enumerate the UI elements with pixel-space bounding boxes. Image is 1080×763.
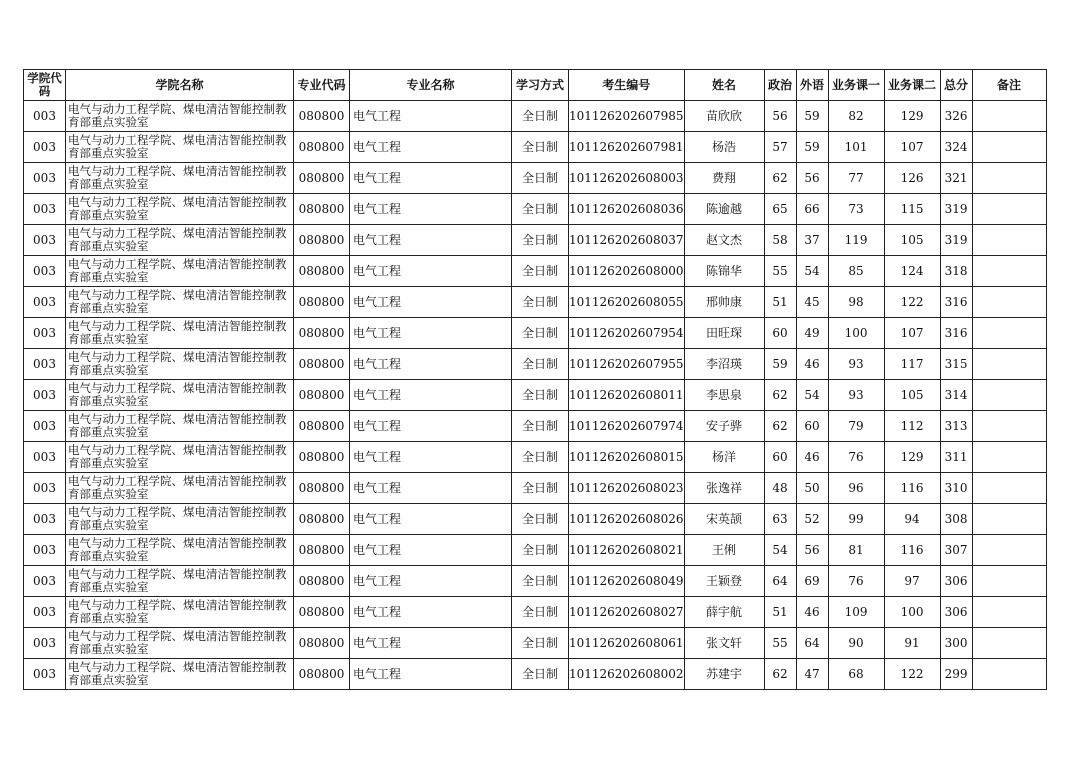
cell-course2: 124 [884,256,940,287]
table-row [24,225,1047,256]
cell-foreign-lang: 45 [796,287,828,318]
cell-name: 杨洋 [684,442,764,473]
table-row [24,349,1047,380]
cell-course1: 76 [828,566,884,597]
cell-candidate-id: 101126202608002 [569,659,685,690]
cell-remarks [972,380,1046,411]
cell-remarks [972,318,1046,349]
cell-candidate-id: 101126202608011 [569,380,685,411]
cell-college-code: 003 [24,256,66,287]
cell-course1: 73 [828,194,884,225]
cell-study-mode: 全日制 [512,411,569,442]
cell-politics: 56 [764,101,796,132]
header-foreign-lang: 外语 [796,70,828,101]
cell-total: 318 [940,256,972,287]
cell-study-mode: 全日制 [512,659,569,690]
cell-course1: 90 [828,628,884,659]
cell-remarks [972,442,1046,473]
cell-candidate-id: 101126202607974 [569,411,685,442]
cell-name: 费翔 [684,163,764,194]
cell-total: 306 [940,597,972,628]
cell-college-name: 电气与动力工程学院、煤电清洁智能控制教育部重点实验室 [66,349,294,380]
cell-study-mode: 全日制 [512,566,569,597]
cell-foreign-lang: 60 [796,411,828,442]
cell-politics: 58 [764,225,796,256]
cell-study-mode: 全日制 [512,628,569,659]
cell-remarks [972,597,1046,628]
cell-remarks [972,349,1046,380]
cell-college-name: 电气与动力工程学院、煤电清洁智能控制教育部重点实验室 [66,225,294,256]
cell-politics: 62 [764,411,796,442]
cell-course2: 129 [884,442,940,473]
cell-study-mode: 全日制 [512,442,569,473]
table-row [24,659,1047,690]
cell-college-code: 003 [24,163,66,194]
cell-name: 田旺琛 [684,318,764,349]
cell-major-code: 080800 [294,597,350,628]
cell-college-name: 电气与动力工程学院、煤电清洁智能控制教育部重点实验室 [66,194,294,225]
cell-major-code: 080800 [294,101,350,132]
cell-course2: 116 [884,535,940,566]
cell-college-code: 003 [24,659,66,690]
cell-total: 319 [940,225,972,256]
table-row [24,566,1047,597]
table-row [24,287,1047,318]
cell-course1: 68 [828,659,884,690]
header-candidate-id: 考生编号 [569,70,685,101]
cell-candidate-id: 101126202608026 [569,504,685,535]
cell-course2: 100 [884,597,940,628]
cell-total: 326 [940,101,972,132]
cell-course2: 91 [884,628,940,659]
cell-major-code: 080800 [294,473,350,504]
cell-college-code: 003 [24,597,66,628]
cell-foreign-lang: 54 [796,380,828,411]
cell-college-name: 电气与动力工程学院、煤电清洁智能控制教育部重点实验室 [66,628,294,659]
cell-name: 杨浩 [684,132,764,163]
cell-politics: 63 [764,504,796,535]
cell-major-name: 电气工程 [350,225,512,256]
cell-college-code: 003 [24,380,66,411]
cell-study-mode: 全日制 [512,287,569,318]
cell-course2: 126 [884,163,940,194]
cell-course1: 119 [828,225,884,256]
header-politics: 政治 [764,70,796,101]
cell-politics: 51 [764,597,796,628]
cell-total: 306 [940,566,972,597]
cell-remarks [972,628,1046,659]
table-row [24,442,1047,473]
cell-candidate-id: 101126202608000 [569,256,685,287]
cell-course2: 105 [884,380,940,411]
cell-foreign-lang: 46 [796,442,828,473]
table-row [24,380,1047,411]
cell-college-code: 003 [24,442,66,473]
cell-remarks [972,535,1046,566]
cell-name: 张文轩 [684,628,764,659]
cell-foreign-lang: 64 [796,628,828,659]
cell-college-name: 电气与动力工程学院、煤电清洁智能控制教育部重点实验室 [66,287,294,318]
cell-remarks [972,566,1046,597]
table-row [24,504,1047,535]
cell-course1: 109 [828,597,884,628]
cell-course1: 93 [828,349,884,380]
cell-college-name: 电气与动力工程学院、煤电清洁智能控制教育部重点实验室 [66,256,294,287]
cell-course2: 116 [884,473,940,504]
cell-foreign-lang: 54 [796,256,828,287]
table-row [24,473,1047,504]
table-row [24,535,1047,566]
cell-college-name: 电气与动力工程学院、煤电清洁智能控制教育部重点实验室 [66,163,294,194]
cell-college-name: 电气与动力工程学院、煤电清洁智能控制教育部重点实验室 [66,566,294,597]
cell-college-name: 电气与动力工程学院、煤电清洁智能控制教育部重点实验室 [66,442,294,473]
header-major-code: 专业代码 [294,70,350,101]
cell-course2: 107 [884,318,940,349]
cell-major-name: 电气工程 [350,163,512,194]
table-row [24,194,1047,225]
cell-total: 316 [940,287,972,318]
cell-name: 薛宇航 [684,597,764,628]
cell-major-name: 电气工程 [350,659,512,690]
cell-politics: 62 [764,163,796,194]
cell-remarks [972,225,1046,256]
header-course1: 业务课一 [828,70,884,101]
cell-major-name: 电气工程 [350,535,512,566]
cell-course2: 94 [884,504,940,535]
cell-major-code: 080800 [294,163,350,194]
cell-politics: 54 [764,535,796,566]
table-row [24,318,1047,349]
cell-college-name: 电气与动力工程学院、煤电清洁智能控制教育部重点实验室 [66,659,294,690]
cell-candidate-id: 101126202608015 [569,442,685,473]
cell-politics: 60 [764,442,796,473]
cell-college-name: 电气与动力工程学院、煤电清洁智能控制教育部重点实验室 [66,101,294,132]
cell-candidate-id: 101126202607981 [569,132,685,163]
cell-foreign-lang: 49 [796,318,828,349]
cell-candidate-id: 101126202607985 [569,101,685,132]
cell-foreign-lang: 52 [796,504,828,535]
cell-candidate-id: 101126202608036 [569,194,685,225]
cell-college-name: 电气与动力工程学院、煤电清洁智能控制教育部重点实验室 [66,504,294,535]
cell-name: 王俐 [684,535,764,566]
header-course2: 业务课二 [884,70,940,101]
cell-major-name: 电气工程 [350,287,512,318]
table-row [24,411,1047,442]
cell-major-code: 080800 [294,442,350,473]
cell-remarks [972,194,1046,225]
cell-study-mode: 全日制 [512,132,569,163]
cell-total: 300 [940,628,972,659]
cell-name: 李思泉 [684,380,764,411]
cell-politics: 62 [764,659,796,690]
table-row [24,628,1047,659]
cell-college-code: 003 [24,225,66,256]
cell-total: 314 [940,380,972,411]
cell-major-name: 电气工程 [350,101,512,132]
cell-college-code: 003 [24,132,66,163]
cell-politics: 62 [764,380,796,411]
cell-remarks [972,659,1046,690]
cell-study-mode: 全日制 [512,194,569,225]
cell-course2: 115 [884,194,940,225]
cell-study-mode: 全日制 [512,318,569,349]
header-study-mode: 学习方式 [512,70,569,101]
cell-major-name: 电气工程 [350,473,512,504]
table-row [24,597,1047,628]
cell-candidate-id: 101126202608055 [569,287,685,318]
cell-course1: 79 [828,411,884,442]
cell-remarks [972,132,1046,163]
cell-major-code: 080800 [294,256,350,287]
cell-college-code: 003 [24,318,66,349]
cell-major-name: 电气工程 [350,442,512,473]
cell-total: 324 [940,132,972,163]
cell-name: 陈锦华 [684,256,764,287]
cell-name: 王颖登 [684,566,764,597]
cell-college-code: 003 [24,194,66,225]
cell-major-code: 080800 [294,194,350,225]
cell-total: 316 [940,318,972,349]
cell-major-code: 080800 [294,504,350,535]
table-row [24,101,1047,132]
cell-major-code: 080800 [294,566,350,597]
cell-major-code: 080800 [294,318,350,349]
cell-candidate-id: 101126202607955 [569,349,685,380]
cell-study-mode: 全日制 [512,535,569,566]
header-college-code: 学院代码 [24,70,66,101]
cell-name: 安子骅 [684,411,764,442]
cell-course1: 82 [828,101,884,132]
cell-total: 313 [940,411,972,442]
cell-major-name: 电气工程 [350,132,512,163]
cell-total: 321 [940,163,972,194]
cell-politics: 65 [764,194,796,225]
cell-foreign-lang: 69 [796,566,828,597]
cell-study-mode: 全日制 [512,256,569,287]
table-row [24,132,1047,163]
cell-politics: 51 [764,287,796,318]
cell-remarks [972,411,1046,442]
cell-course2: 129 [884,101,940,132]
cell-foreign-lang: 47 [796,659,828,690]
cell-study-mode: 全日制 [512,101,569,132]
cell-college-code: 003 [24,504,66,535]
cell-candidate-id: 101126202608003 [569,163,685,194]
cell-name: 苏建宇 [684,659,764,690]
cell-major-code: 080800 [294,411,350,442]
cell-politics: 55 [764,256,796,287]
cell-college-code: 003 [24,473,66,504]
cell-course1: 96 [828,473,884,504]
cell-candidate-id: 101126202608037 [569,225,685,256]
cell-foreign-lang: 66 [796,194,828,225]
cell-course1: 81 [828,535,884,566]
header-remarks: 备注 [972,70,1046,101]
cell-college-name: 电气与动力工程学院、煤电清洁智能控制教育部重点实验室 [66,535,294,566]
cell-course2: 117 [884,349,940,380]
cell-foreign-lang: 59 [796,132,828,163]
cell-college-code: 003 [24,566,66,597]
cell-college-name: 电气与动力工程学院、煤电清洁智能控制教育部重点实验室 [66,318,294,349]
cell-remarks [972,504,1046,535]
table-body [24,101,1047,690]
cell-candidate-id: 101126202608023 [569,473,685,504]
cell-major-name: 电气工程 [350,566,512,597]
cell-study-mode: 全日制 [512,380,569,411]
cell-college-code: 003 [24,349,66,380]
cell-course1: 93 [828,380,884,411]
cell-candidate-id: 101126202608021 [569,535,685,566]
cell-major-code: 080800 [294,225,350,256]
cell-politics: 64 [764,566,796,597]
cell-remarks [972,101,1046,132]
cell-college-name: 电气与动力工程学院、煤电清洁智能控制教育部重点实验室 [66,597,294,628]
cell-politics: 60 [764,318,796,349]
cell-major-name: 电气工程 [350,380,512,411]
cell-total: 315 [940,349,972,380]
cell-course2: 97 [884,566,940,597]
cell-foreign-lang: 50 [796,473,828,504]
cell-college-code: 003 [24,628,66,659]
cell-major-code: 080800 [294,380,350,411]
cell-college-name: 电气与动力工程学院、煤电清洁智能控制教育部重点实验室 [66,411,294,442]
cell-politics: 48 [764,473,796,504]
cell-name: 苗欣欣 [684,101,764,132]
cell-remarks [972,287,1046,318]
cell-major-name: 电气工程 [350,504,512,535]
cell-candidate-id: 101126202608027 [569,597,685,628]
cell-college-name: 电气与动力工程学院、煤电清洁智能控制教育部重点实验室 [66,380,294,411]
header-total: 总分 [940,70,972,101]
cell-college-code: 003 [24,287,66,318]
cell-politics: 57 [764,132,796,163]
cell-name: 邢帅康 [684,287,764,318]
cell-foreign-lang: 56 [796,163,828,194]
cell-course2: 112 [884,411,940,442]
cell-candidate-id: 101126202608061 [569,628,685,659]
cell-remarks [972,473,1046,504]
cell-course1: 77 [828,163,884,194]
cell-major-name: 电气工程 [350,194,512,225]
cell-major-code: 080800 [294,132,350,163]
cell-foreign-lang: 37 [796,225,828,256]
cell-major-name: 电气工程 [350,318,512,349]
cell-total: 311 [940,442,972,473]
cell-total: 319 [940,194,972,225]
cell-total: 310 [940,473,972,504]
cell-course1: 99 [828,504,884,535]
cell-course1: 76 [828,442,884,473]
cell-course2: 122 [884,659,940,690]
cell-college-name: 电气与动力工程学院、煤电清洁智能控制教育部重点实验室 [66,473,294,504]
cell-study-mode: 全日制 [512,597,569,628]
cell-foreign-lang: 56 [796,535,828,566]
table-row [24,163,1047,194]
cell-major-name: 电气工程 [350,256,512,287]
cell-college-code: 003 [24,535,66,566]
header-row [24,70,1047,101]
cell-major-code: 080800 [294,535,350,566]
cell-foreign-lang: 46 [796,597,828,628]
cell-course1: 100 [828,318,884,349]
cell-candidate-id: 101126202607954 [569,318,685,349]
cell-major-code: 080800 [294,659,350,690]
cell-study-mode: 全日制 [512,163,569,194]
cell-course1: 85 [828,256,884,287]
cell-study-mode: 全日制 [512,225,569,256]
cell-name: 赵文杰 [684,225,764,256]
score-table [23,69,1047,690]
cell-politics: 55 [764,628,796,659]
cell-major-code: 080800 [294,628,350,659]
cell-major-name: 电气工程 [350,411,512,442]
cell-total: 299 [940,659,972,690]
cell-candidate-id: 101126202608049 [569,566,685,597]
cell-remarks [972,256,1046,287]
header-college-name: 学院名称 [66,70,294,101]
cell-major-name: 电气工程 [350,597,512,628]
cell-college-code: 003 [24,101,66,132]
cell-name: 宋英颉 [684,504,764,535]
table-row [24,256,1047,287]
cell-name: 张逸祥 [684,473,764,504]
cell-college-code: 003 [24,411,66,442]
admission-score-sheet [23,69,1047,690]
cell-major-name: 电气工程 [350,628,512,659]
cell-politics: 59 [764,349,796,380]
cell-study-mode: 全日制 [512,473,569,504]
cell-major-name: 电气工程 [350,349,512,380]
cell-study-mode: 全日制 [512,504,569,535]
cell-college-name: 电气与动力工程学院、煤电清洁智能控制教育部重点实验室 [66,132,294,163]
cell-name: 陈逾越 [684,194,764,225]
cell-course2: 105 [884,225,940,256]
cell-major-code: 080800 [294,349,350,380]
cell-course2: 107 [884,132,940,163]
cell-name: 李沼瑛 [684,349,764,380]
cell-course1: 101 [828,132,884,163]
cell-remarks [972,163,1046,194]
cell-foreign-lang: 59 [796,101,828,132]
cell-total: 308 [940,504,972,535]
cell-study-mode: 全日制 [512,349,569,380]
header-name: 姓名 [684,70,764,101]
cell-course1: 98 [828,287,884,318]
cell-course2: 122 [884,287,940,318]
cell-major-code: 080800 [294,287,350,318]
header-major-name: 专业名称 [350,70,512,101]
cell-foreign-lang: 46 [796,349,828,380]
cell-total: 307 [940,535,972,566]
